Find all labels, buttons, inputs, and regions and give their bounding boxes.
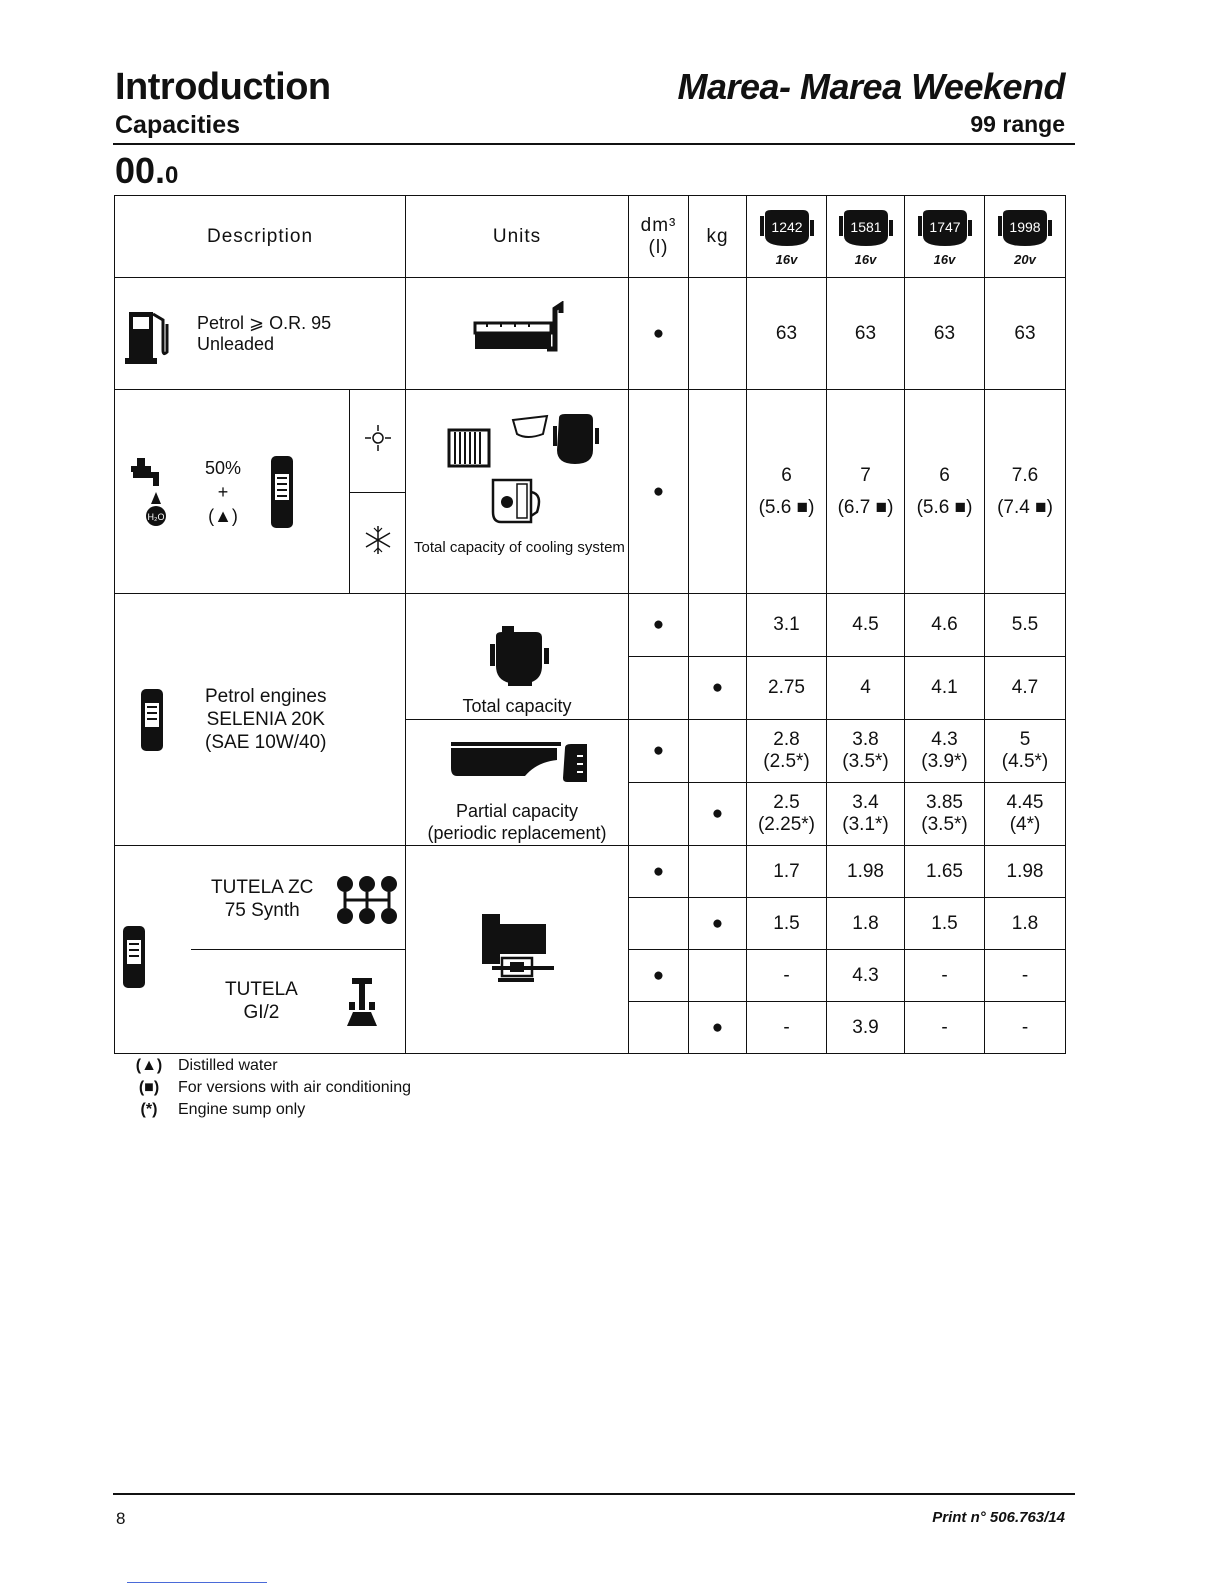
gear-row-zc-dm3 [115, 846, 1066, 898]
coolant-description [115, 390, 350, 594]
fuel-value-3: 63 [905, 278, 985, 390]
section-number [115, 150, 178, 192]
gear-oil1-line-1: TUTELA ZC [211, 877, 314, 898]
footnote-1 [120, 1057, 278, 1075]
gear-gi-dm3-dot: ● [629, 950, 689, 1002]
oil-partial-dm3-1 [747, 720, 827, 783]
coolant-value-ac: (7.4 ■) [997, 496, 1053, 518]
page-subtitle: Capacities [115, 111, 241, 139]
oil-partial-label-2: (periodic replacement) [427, 823, 607, 843]
oil-sump-value: (3.5*) [842, 751, 889, 772]
section-small: 0 [165, 162, 179, 189]
oil-total-dm3-1: 3.1 [747, 594, 827, 657]
footnote-text: Engine sump only [178, 1101, 306, 1118]
gear-gi-kg-3: - [905, 1002, 985, 1054]
radiator-engine-icon [427, 410, 607, 470]
coolant-value-ac: (5.6 ■) [916, 496, 973, 518]
coolant-value-ac: (6.7 ■) [837, 496, 894, 518]
oil-value: 3.4 [852, 792, 879, 813]
coolant-value: 6 [939, 464, 950, 486]
header-kg: kg [689, 196, 747, 278]
oil-total-label: Total capacity [462, 696, 572, 716]
engine-code: 1998 [1009, 219, 1041, 235]
coolant-kg-empty [689, 390, 747, 594]
oil-sump-icon [427, 738, 607, 794]
oil-partial-units [406, 720, 629, 846]
coolant-cell-3 [905, 390, 985, 594]
engine-icon [757, 206, 817, 250]
oil-value: 2.8 [773, 729, 800, 750]
fuel-description [115, 278, 406, 390]
oil-description [115, 594, 406, 846]
coolant-cell-4 [985, 390, 1066, 594]
oil-total-kg-3: 4.1 [905, 657, 985, 720]
coolant-dm3-dot: ● [629, 390, 689, 594]
oil-partial-kg-4 [985, 783, 1066, 846]
gear-gi-kg-1: - [747, 1002, 827, 1054]
gear-gi-dm3-2: 4.3 [827, 950, 905, 1002]
engine-valve: 20v [1014, 252, 1036, 267]
header-engine-3 [905, 196, 985, 278]
header-engine-1 [747, 196, 827, 278]
coolant-value: 7 [860, 464, 871, 486]
gearbox-divider [191, 949, 405, 950]
engine-code: 1242 [770, 219, 803, 235]
footnote-2 [120, 1079, 411, 1097]
oil-partial-kg-1 [747, 783, 827, 846]
fuel-row [115, 278, 1066, 390]
footnote-mark: (▲) [135, 1057, 163, 1074]
gear-gi-dm3-1: - [747, 950, 827, 1002]
oil-total-kg-dm3-empty [629, 657, 689, 720]
engine-icon [915, 206, 975, 250]
gearbox-description [115, 846, 406, 1054]
oil-sump-value: (4*) [1009, 814, 1041, 835]
oil-total-dm3-3: 4.6 [905, 594, 985, 657]
oil-total-dm3-4: 5.5 [985, 594, 1066, 657]
fuel-units [406, 278, 629, 390]
oil-line-2: SELENIA 20K [206, 709, 325, 730]
gear-oil1-line-2: 75 Synth [224, 900, 300, 921]
footer-link-underline[interactable] [127, 1582, 267, 1583]
section-main: 00. [115, 150, 166, 191]
oil-partial-dm3-2 [827, 720, 905, 783]
oil-partial-dm3-3 [905, 720, 985, 783]
fuel-line-1: Petrol ⩾ O.R. 95 [197, 312, 332, 333]
oil-total-dm3-2: 4.5 [827, 594, 905, 657]
footnote-text: Distilled water [178, 1057, 278, 1074]
header-engine-4 [985, 196, 1066, 278]
gear-oil2-line-2: GI/2 [243, 1002, 280, 1023]
oil-can-icon [137, 685, 167, 755]
fuel-value-4: 63 [985, 278, 1066, 390]
gear-zc-kg-1: 1.5 [747, 898, 827, 950]
footnote-text: For versions with air conditioning [178, 1079, 411, 1096]
oil-total-kg-2: 4 [827, 657, 905, 720]
range-label: 99 range [970, 111, 1065, 137]
gear-gi-dm3-4: - [985, 950, 1066, 1002]
fuel-tank-icon [467, 301, 567, 361]
gear-gi-kg-dot: ● [689, 1002, 747, 1054]
engine-icon [995, 206, 1055, 250]
oil-partial-dm3-kg-empty [689, 720, 747, 783]
coolant-marker: (▲) [208, 505, 238, 526]
coolant-value: 6 [781, 464, 792, 486]
oil-line-1: Petrol engines [205, 686, 327, 707]
gear-zc-dm3-kg-empty [689, 846, 747, 898]
coolant-plus: + [217, 481, 229, 502]
gear-gi-kg-2: 3.9 [827, 1002, 905, 1054]
gear-gi-kg-4: - [985, 1002, 1066, 1054]
oil-row-total-dm3 [115, 594, 1066, 657]
coolant-percentage: 50% [205, 457, 242, 478]
gear-lever-icon [345, 976, 379, 1030]
gear-zc-kg-dot: ● [689, 898, 747, 950]
oil-partial-label-1: Partial capacity [455, 801, 579, 821]
footnote-mark: (■) [138, 1079, 160, 1096]
oil-value: 4.45 [1006, 792, 1044, 813]
page-number: 8 [116, 1509, 126, 1528]
oil-value: 5 [1019, 729, 1031, 750]
summer-cell [350, 390, 406, 493]
oil-sump-value: (3.5*) [921, 814, 968, 835]
gear-zc-kg-dm3-empty [629, 898, 689, 950]
gear-oil2-line-1: TUTELA [225, 979, 298, 1000]
coolant-reservoir-icon [487, 476, 547, 526]
sun-icon [363, 423, 393, 453]
oil-line-3: (SAE 10W/40) [205, 732, 327, 753]
gear-gi-kg-dm3-empty [629, 1002, 689, 1054]
gear-zc-kg-4: 1.8 [985, 898, 1066, 950]
oil-total-kg-dot: ● [689, 657, 747, 720]
oil-total-kg-1: 2.75 [747, 657, 827, 720]
oil-partial-kg-dm3-empty [629, 783, 689, 846]
engine-icon [836, 206, 896, 250]
oil-partial-kg-dot: ● [689, 783, 747, 846]
oil-sump-value: (2.25*) [757, 814, 816, 835]
oil-total-units [406, 594, 629, 720]
header-dm3-sub: (l) [648, 236, 669, 258]
coolant-units [406, 390, 629, 594]
header-description: Description [115, 196, 406, 278]
oil-sump-value: (3.9*) [921, 751, 968, 772]
coolant-units-label: Total capacity of cooling system [414, 539, 625, 556]
oil-sump-value: (3.1*) [842, 814, 889, 835]
fuel-line-2: Unleaded [197, 333, 275, 354]
oil-total-dm3-kg-empty [689, 594, 747, 657]
gear-gi-dm3-3: - [905, 950, 985, 1002]
winter-cell [350, 493, 406, 594]
header-rule [113, 143, 1075, 145]
engine-valve: 16v [854, 252, 877, 267]
gear-pattern-icon [335, 874, 399, 926]
oil-partial-kg-3 [905, 783, 985, 846]
gear-zc-dm3-2: 1.98 [827, 846, 905, 898]
gearbox-icon [472, 902, 562, 992]
antifreeze-can-icon [267, 452, 297, 532]
coolant-value: 7.6 [1011, 464, 1039, 486]
oil-partial-kg-2 [827, 783, 905, 846]
fuel-value-1: 63 [747, 278, 827, 390]
coolant-cell-2 [827, 390, 905, 594]
fuel-value-2: 63 [827, 278, 905, 390]
oil-total-kg-4: 4.7 [985, 657, 1066, 720]
coolant-cell-1 [747, 390, 827, 594]
fuel-pump-icon [121, 302, 181, 366]
oil-sump-value: (4.5*) [1001, 751, 1049, 772]
gear-oil-can-icon [119, 922, 149, 992]
oil-value: 3.8 [852, 729, 879, 750]
gear-zc-dm3-dot: ● [629, 846, 689, 898]
gear-zc-kg-3: 1.5 [905, 898, 985, 950]
footnote-mark: (*) [140, 1101, 158, 1118]
svg-text:H₂O: H₂O [147, 511, 165, 522]
gear-zc-dm3-3: 1.65 [905, 846, 985, 898]
capacities-table [114, 195, 1066, 1054]
engine-valve: 16v [933, 252, 956, 267]
header-dm3 [629, 196, 689, 278]
oil-sump-value: (2.5*) [763, 751, 810, 772]
oil-value: 4.3 [931, 729, 958, 750]
oil-partial-dm3-4 [985, 720, 1066, 783]
engine-code: 1747 [928, 219, 961, 235]
header-engine-2 [827, 196, 905, 278]
coolant-value-ac: (5.6 ■) [758, 496, 815, 518]
fuel-dm3-dot: ● [629, 278, 689, 390]
header-row [115, 196, 1066, 278]
engine-valve: 16v [775, 252, 798, 267]
footnote-3 [120, 1101, 305, 1119]
oil-total-dm3-dot: ● [629, 594, 689, 657]
fuel-kg-empty [689, 278, 747, 390]
footer-rule [113, 1493, 1075, 1495]
gear-zc-kg-2: 1.8 [827, 898, 905, 950]
water-tap-icon [129, 452, 179, 532]
header-dm3-label: dm³ [640, 214, 677, 236]
print-number: Print n° 506.763/14 [932, 1509, 1065, 1526]
engine-code: 1581 [849, 219, 882, 235]
gear-zc-dm3-1: 1.7 [747, 846, 827, 898]
gear-zc-dm3-4: 1.98 [985, 846, 1066, 898]
coolant-row-summer [115, 390, 1066, 493]
header-units: Units [406, 196, 629, 278]
page-title: Introduction [115, 66, 331, 108]
oil-partial-dm3-dot: ● [629, 720, 689, 783]
engine-block-icon [472, 624, 562, 690]
snowflake-icon [362, 524, 394, 556]
model-title: Marea- Marea Weekend [677, 66, 1065, 107]
gear-gi-dm3-kg-empty [689, 950, 747, 1002]
oil-value: 3.85 [926, 792, 963, 813]
gearbox-units [406, 846, 629, 1054]
oil-value: 2.5 [773, 792, 800, 813]
